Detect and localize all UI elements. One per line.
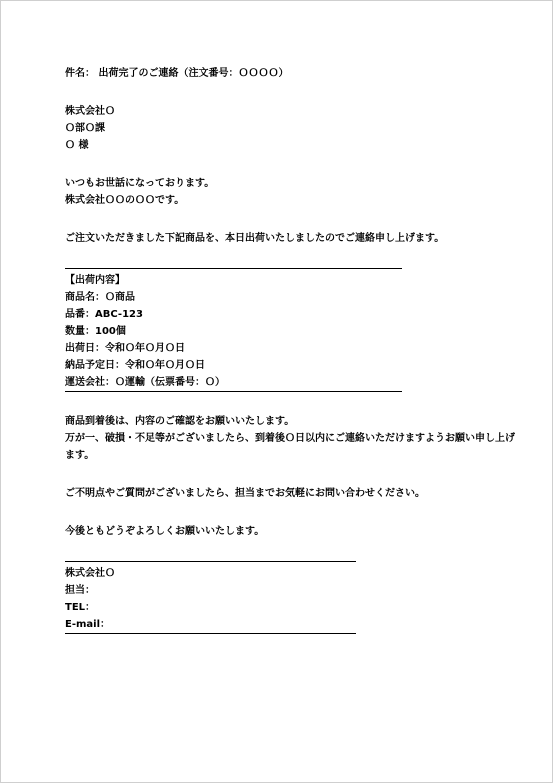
carrier: 運送会社：Ｏ運輸（伝票番号：Ｏ） [65,377,225,388]
product-name: 商品名：Ｏ商品 [65,292,135,303]
delivery-date: 納品予定日：令和Ｏ年Ｏ月Ｏ日 [65,360,205,371]
arrival-check-line: 商品到着後は、内容のご確認をお願いいたします。 [65,416,295,427]
damage-contact-line: 万が一、破損・不足等がございましたら、到着後Ｏ日以内にご連絡いただけますようお願い申し上げます。 [65,433,515,461]
quantity: 数量：100個 [65,326,126,337]
shipment-heading: 【出荷内容】 [65,275,125,286]
section-divider-top [65,268,402,269]
product-code: 品番：ABC-123 [65,309,143,320]
signature-company: 株式会社Ｏ [65,568,115,579]
recipient-name: Ｏ 様 [65,140,89,151]
email-body [65,65,515,634]
signature-divider-top [65,561,356,562]
greeting-line: いつもお世話になっております。 [65,178,215,189]
subject-line: 件名： 出荷完了のご連絡（注文番号：ＯＯＯＯ） [65,68,289,79]
signature-person: 担当： [65,585,95,596]
shipment-notice: ご注文いただきました下記商品を、本日出荷いたしましたのでご連絡申し上げます。 [65,233,445,244]
recipient-company: 株式会社Ｏ [65,106,115,117]
signature-email: E-mail： [65,619,111,630]
signature-divider-bottom [65,633,356,634]
ship-date: 出荷日：令和Ｏ年Ｏ月Ｏ日 [65,343,185,354]
sender-intro-line: 株式会社ＯＯのＯＯです。 [65,195,185,206]
questions-line: ご不明点やご質問がございましたら、担当までお気軽にお問い合わせください。 [65,488,425,499]
recipient-department: Ｏ部Ｏ課 [65,123,105,134]
closing-line: 今後ともどうぞよろしくお願いいたします。 [65,526,265,537]
signature-tel: TEL： [65,602,96,613]
